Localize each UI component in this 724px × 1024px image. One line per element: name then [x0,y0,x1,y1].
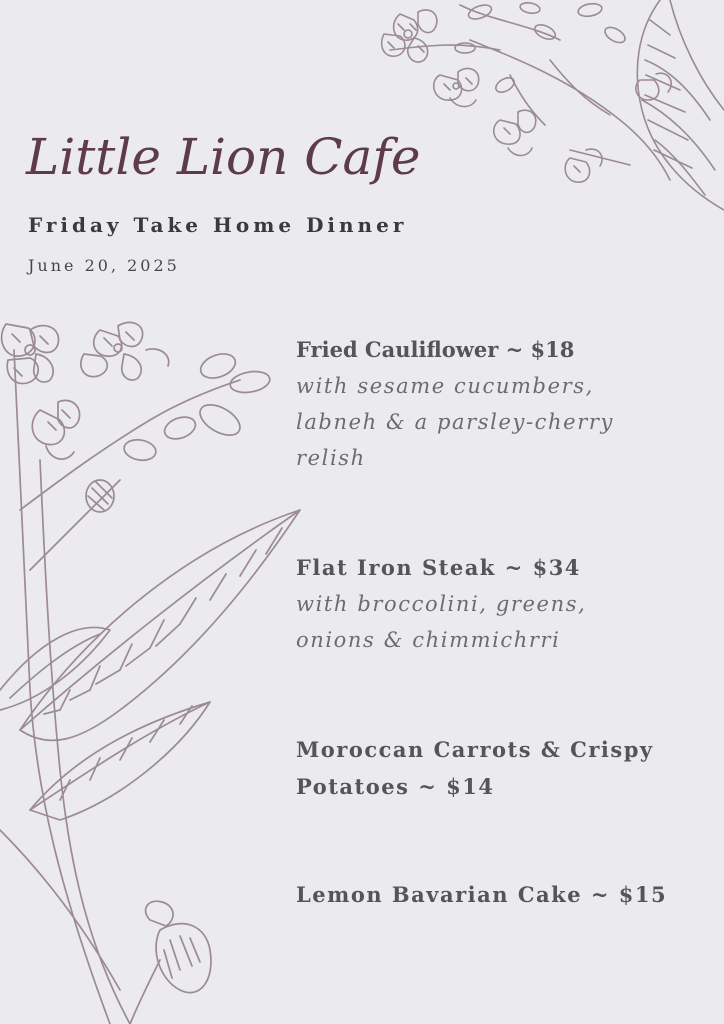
menu-item [296,549,706,658]
cafe-name-heading: Little Lion Cafe [26,128,421,186]
floral-illustration-top-right [370,0,724,215]
menu-item-description-line: with sesame cucumbers, [296,374,594,398]
menu-item-description-line: relish [296,446,366,470]
menu-item-name: Moroccan Carrots & Crispy [296,737,654,762]
menu-subtitle: Friday Take Home Dinner [28,213,408,237]
menu-date: June 20, 2025 [28,256,180,275]
menu-item-description-line: labneh & a parsley-cherry [296,410,614,434]
menu-item [296,876,706,913]
floral-illustration-left [0,310,310,1024]
menu-item-name: Flat Iron Steak ~ $34 [296,555,581,580]
menu-item-description-line: with broccolini, greens, [296,592,587,616]
menu-item-name: Potatoes ~ $14 [296,774,495,799]
menu-item-description-line: onions & chimmichrri [296,628,561,652]
menu-item [296,731,706,805]
menu-item-name: Lemon Bavarian Cake ~ $15 [296,882,668,907]
menu-item [296,331,706,476]
menu-item-name: Fried Cauliflower ~ $18 [296,337,575,362]
